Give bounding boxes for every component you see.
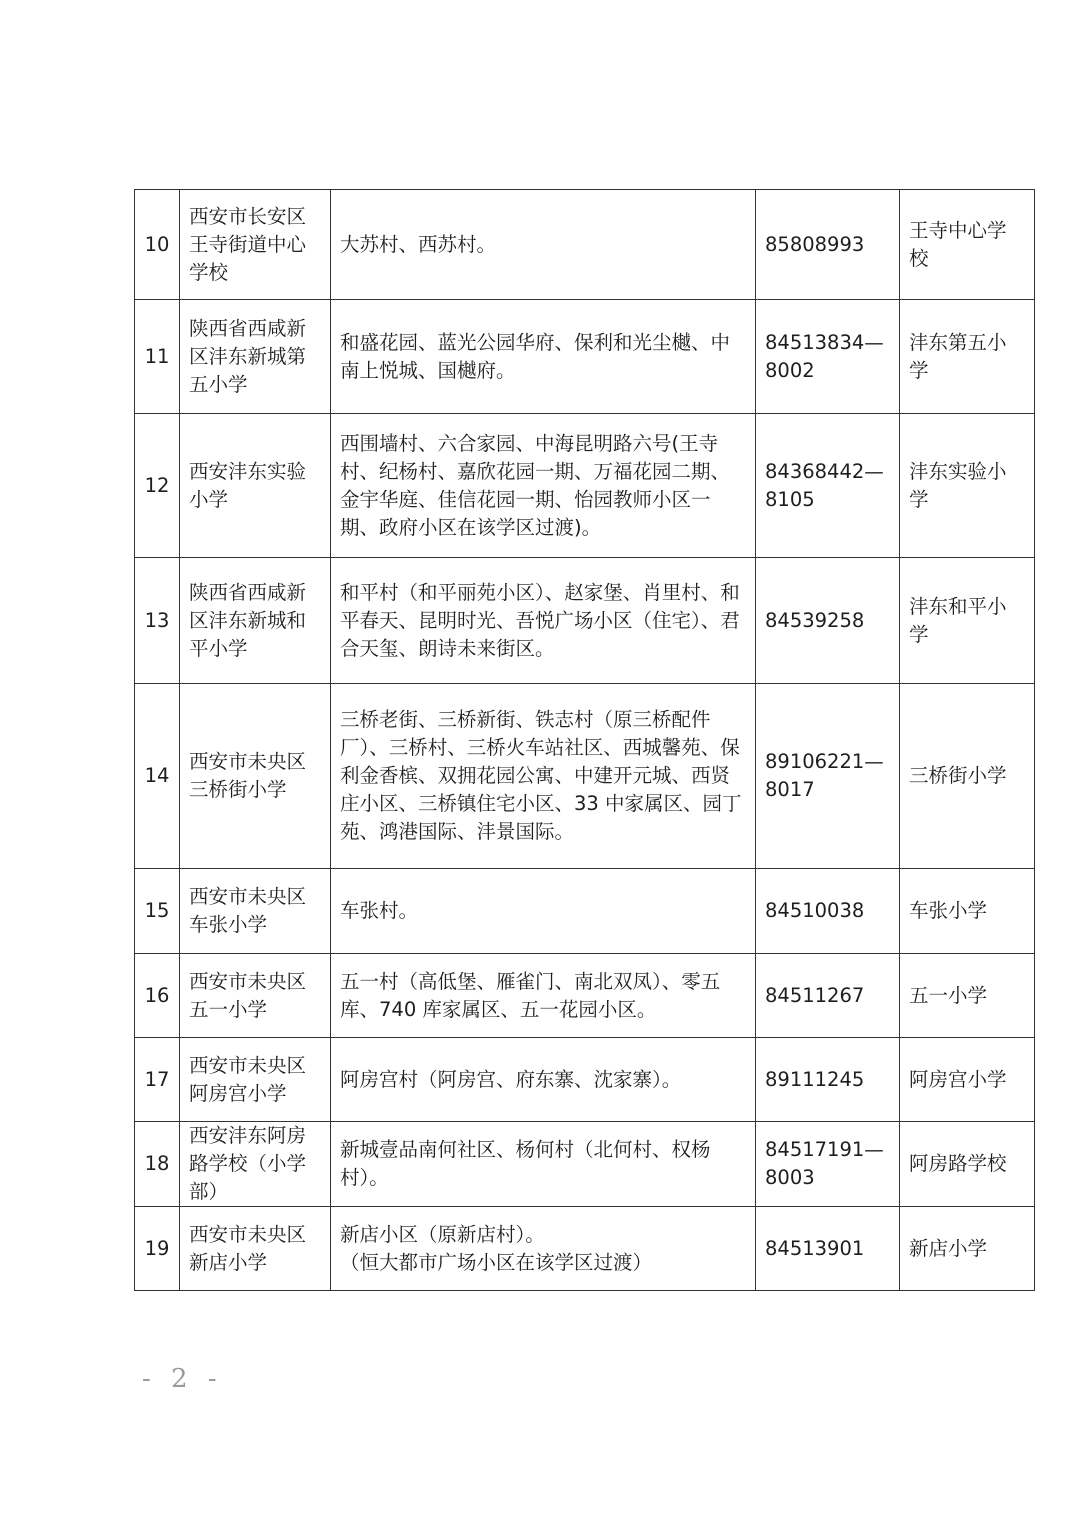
table-row: [135, 1122, 1035, 1207]
school-name: 西安市未央区五一小学: [180, 954, 331, 1038]
table-row: [135, 954, 1035, 1038]
school-name: 西安市未央区阿房宫小学: [180, 1038, 331, 1122]
row-number: 18: [135, 1122, 180, 1207]
district-area: 三桥老街、三桥新街、铁志村（原三桥配件厂）、三桥村、三桥火车站社区、西城馨苑、保利金香槟、双拥花园公寓、中建开元城、西贤庄小区、三桥镇住宅小区、33 中家属区、园丁苑、鸿港国际、沣景国际。: [331, 684, 756, 869]
row-number: 16: [135, 954, 180, 1038]
row-number: 10: [135, 190, 180, 300]
district-area: 和盛花园、蓝光公园华府、保利和光尘樾、中南上悦城、国樾府。: [331, 300, 756, 414]
school-short-name: 新店小学: [900, 1207, 1035, 1291]
phone-number: 84513834—8002: [756, 300, 900, 414]
district-area: 大苏村、西苏村。: [331, 190, 756, 300]
row-number: 12: [135, 414, 180, 558]
table-row: [135, 558, 1035, 684]
district-area: 和平村（和平丽苑小区）、赵家堡、肖里村、和平春天、昆明时光、吾悦广场小区（住宅）、君合天玺、朗诗未来街区。: [331, 558, 756, 684]
table-row: [135, 414, 1035, 558]
table-row: [135, 300, 1035, 414]
row-number: 14: [135, 684, 180, 869]
school-name: 陕西省西咸新区沣东新城第五小学: [180, 300, 331, 414]
table-row: [135, 190, 1035, 300]
district-area: 阿房宫村（阿房宫、府东寨、沈家寨）。: [331, 1038, 756, 1122]
school-name: 西安市未央区三桥街小学: [180, 684, 331, 869]
phone-number: 84513901: [756, 1207, 900, 1291]
row-number: 17: [135, 1038, 180, 1122]
school-short-name: 阿房路学校: [900, 1122, 1035, 1207]
table-row: [135, 1207, 1035, 1291]
school-district-table: [134, 189, 1035, 1291]
phone-number: 89111245: [756, 1038, 900, 1122]
row-number: 13: [135, 558, 180, 684]
table-row: [135, 684, 1035, 869]
school-short-name: 三桥街小学: [900, 684, 1035, 869]
phone-number: 84510038: [756, 869, 900, 954]
district-area: 五一村（高低堡、雁雀门、南北双凤）、零五库、740 库家属区、五一花园小区。: [331, 954, 756, 1038]
page-number: - 2 -: [142, 1364, 223, 1394]
row-number: 11: [135, 300, 180, 414]
table-row: [135, 869, 1035, 954]
row-number: 19: [135, 1207, 180, 1291]
school-name: 西安市未央区新店小学: [180, 1207, 331, 1291]
school-name: 陕西省西咸新区沣东新城和平小学: [180, 558, 331, 684]
phone-number: 84368442—8105: [756, 414, 900, 558]
school-name: 西安沣东实验小学: [180, 414, 331, 558]
school-short-name: 沣东和平小学: [900, 558, 1035, 684]
school-short-name: 阿房宫小学: [900, 1038, 1035, 1122]
school-name: 西安市未央区车张小学: [180, 869, 331, 954]
table-row: [135, 1038, 1035, 1122]
district-area: 车张村。: [331, 869, 756, 954]
school-short-name: 五一小学: [900, 954, 1035, 1038]
row-number: 15: [135, 869, 180, 954]
district-area: 西围墙村、六合家园、中海昆明路六号(王寺村、纪杨村、嘉欣花园一期、万福花园二期、金宇华庭、佳信花园一期、怡园教师小区一期、政府小区在该学区过渡)。: [331, 414, 756, 558]
school-short-name: 车张小学: [900, 869, 1035, 954]
district-area: [331, 1207, 756, 1291]
school-name: 西安沣东阿房路学校（小学部）: [180, 1122, 331, 1207]
phone-number: 84539258: [756, 558, 900, 684]
district-area: 新城壹品南何社区、杨何村（北何村、权杨村）。: [331, 1122, 756, 1207]
school-short-name: 沣东第五小学: [900, 300, 1035, 414]
phone-number: 84517191—8003: [756, 1122, 900, 1207]
school-short-name: 王寺中心学校: [900, 190, 1035, 300]
phone-number: 89106221—8017: [756, 684, 900, 869]
phone-number: 84511267: [756, 954, 900, 1038]
district-area-note: （恒大都市广场小区在该学区过渡）: [340, 1250, 653, 1274]
school-short-name: 沣东实验小学: [900, 414, 1035, 558]
district-area-line: 新店小区（原新店村）。: [340, 1222, 545, 1246]
phone-number: 85808993: [756, 190, 900, 300]
school-name: 西安市长安区王寺街道中心学校: [180, 190, 331, 300]
